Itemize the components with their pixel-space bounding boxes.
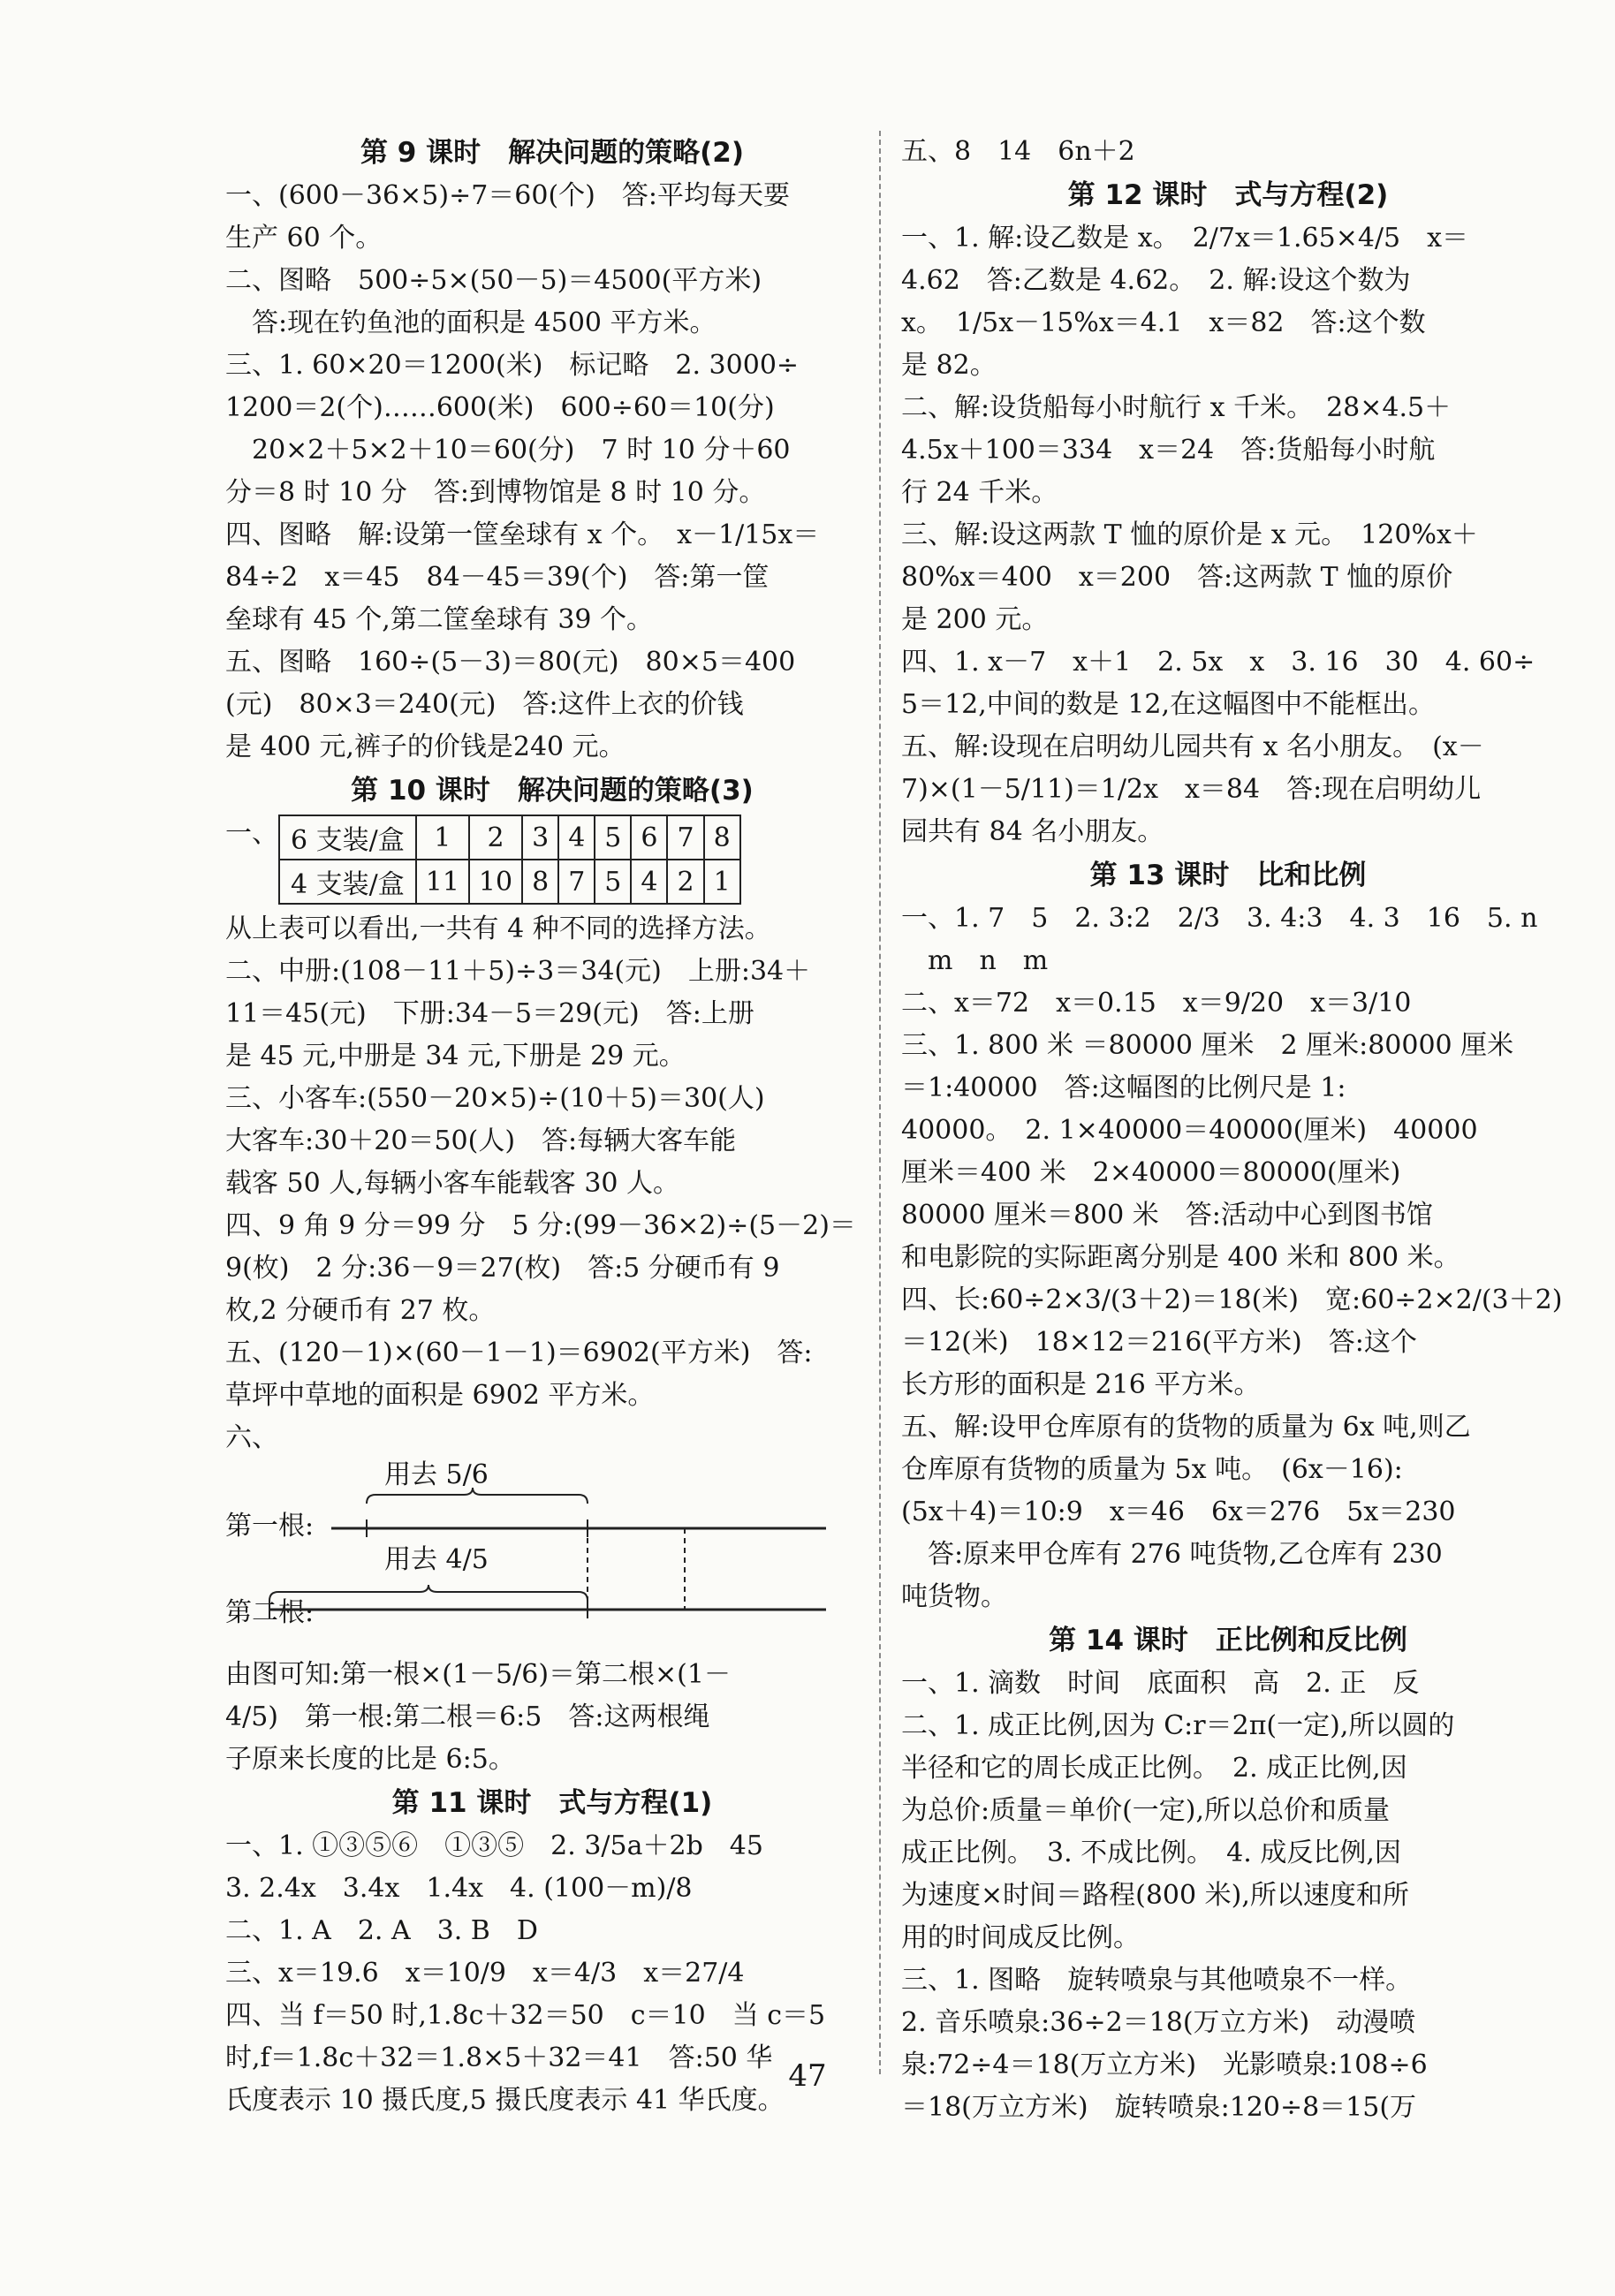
- answer-line: 四、9 角 9 分＝99 分 5 分:(99－36×2)÷(5－2)＝: [225, 1210, 856, 1241]
- answer-line: 二、图略 500÷5×(50－5)＝4500(平方米): [225, 265, 762, 296]
- table-cell: 5: [595, 815, 631, 860]
- table-row: [279, 815, 740, 860]
- table-cell: 11: [416, 860, 469, 904]
- answer-line: ＝18(万立方米) 旋转喷泉:120÷8＝15(万: [901, 2092, 1417, 2123]
- rope-diagram: [225, 1459, 879, 1654]
- answer-line: ＝1:40000 答:这幅图的比例尺是 1:: [901, 1072, 1346, 1103]
- lesson-10-conclusion: [225, 1654, 879, 1781]
- lesson-13-title: 第 13 课时 比和比例: [1089, 860, 1367, 891]
- lesson-12-body: [901, 217, 1555, 853]
- answer-line: 四、当 f＝50 时,1.8c＋32＝50 c＝10 当 c＝5: [225, 2000, 826, 2031]
- answer-line: 二、1. A 2. A 3. B D: [225, 1915, 538, 1946]
- answer-line: 从上表可以看出,一共有 4 种不同的选择方法。: [225, 913, 771, 944]
- table-cell: 7: [558, 860, 595, 904]
- answer-line: 7)×(1－5/11)＝1/2x x＝84 答:现在启明幼儿: [901, 774, 1482, 805]
- answer-line: 9(枚) 2 分:36－9＝27(枚) 答:5 分硬币有 9: [225, 1253, 780, 1284]
- answer-line: 厘米＝400 米 2×40000＝80000(厘米): [901, 1157, 1401, 1188]
- lesson-12-title: 第 12 课时 式与方程(2): [1067, 179, 1389, 211]
- table-cell: 1: [704, 860, 740, 904]
- answer-line: 一、1. ①③⑤⑥ ①③⑤ 2. 3/5a＋2b 45: [225, 1830, 763, 1861]
- answer-line: 三、1. 800 米 ＝80000 厘米 2 厘米:80000 厘米: [901, 1030, 1514, 1061]
- answer-line: 40000。 2. 1×40000＝40000(厘米) 40000: [901, 1115, 1478, 1146]
- answer-line: 一、(600－36×5)÷7＝60(个) 答:平均每天要: [225, 180, 790, 211]
- answer-line: 行 24 千米。: [901, 477, 1058, 508]
- table-label: 一、: [225, 818, 278, 849]
- table-cell: 6: [631, 815, 667, 860]
- table-cell: 8: [522, 860, 558, 904]
- table-cell: 2: [469, 815, 522, 860]
- column-divider: [879, 131, 881, 2074]
- answer-line: 二、x＝72 x＝0.15 x＝9/20 x＝3/10: [901, 988, 1412, 1019]
- answer-line: 答:现在钓鱼池的面积是 4500 平方米。: [225, 307, 717, 338]
- answer-line: 二、1. 成正比例,因为 C:r＝2π(一定),所以圆的: [901, 1710, 1455, 1741]
- answer-line: 是 82。: [901, 350, 997, 381]
- table-row: [279, 860, 740, 904]
- page-number: 47: [788, 2058, 827, 2094]
- answer-line: 生产 60 个。: [225, 223, 383, 254]
- answer-line: 11＝45(元) 下册:34－5＝29(元) 答:上册: [225, 998, 754, 1029]
- answer-line: 三、解:设这两款 T 恤的原价是 x 元。 120%x＋: [901, 519, 1478, 550]
- answer-line: 为总价:质量＝单价(一定),所以总价和质量: [901, 1795, 1391, 1826]
- answer-line: 三、1. 60×20＝1200(米) 标记略 2. 3000÷: [225, 350, 800, 381]
- answer-line: 答:原来甲仓库有 276 吨货物,乙仓库有 230: [901, 1539, 1443, 1570]
- answer-line: 一、1. 解:设乙数是 x。 2/7x＝1.65×4/5 x＝: [901, 223, 1469, 254]
- answer-top-line: 五、8 14 6n＋2: [901, 136, 1135, 167]
- answer-line: 长方形的面积是 216 平方米。: [901, 1369, 1261, 1400]
- answer-line: 2. 音乐喷泉:36÷2＝18(万立方米) 动漫喷: [901, 2007, 1416, 2038]
- diagram-row1-label: 第一根:: [225, 1511, 315, 1542]
- answer-line: 是 400 元,裤子的价钱是240 元。: [225, 731, 626, 762]
- answer-line: 氏度表示 10 摄氏度,5 摄氏度表示 41 华氏度。: [225, 2085, 785, 2116]
- answer-line: 由图可知:第一根×(1－5/6)＝第二根×(1－: [225, 1659, 731, 1690]
- answer-line: 用的时间成反比例。: [901, 1922, 1140, 1953]
- table-cell: 5: [595, 860, 631, 904]
- answer-line: 枚,2 分硬币有 27 枚。: [225, 1295, 496, 1326]
- table-cell: 10: [469, 860, 522, 904]
- lesson-14-title: 第 14 课时 正比例和反比例: [1049, 1625, 1407, 1656]
- answer-line: (元) 80×3＝240(元) 答:这件上衣的价钱: [225, 689, 744, 720]
- lesson-9-body: [225, 175, 879, 769]
- lesson-10-title: 第 10 课时 解决问题的策略(3): [351, 775, 754, 807]
- lesson-13-body: [901, 898, 1563, 1618]
- table-cell: 7: [667, 815, 703, 860]
- lesson-9-title: 第 9 课时 解决问题的策略(2): [360, 137, 745, 169]
- answer-line: 三、x＝19.6 x＝10/9 x＝4/3 x＝27/4: [225, 1958, 745, 1989]
- answer-line: 四、长:60÷2×3/(3＋2)＝18(米) 宽:60÷2×2/(3＋2): [901, 1284, 1563, 1315]
- answer-line: ＝12(米) 18×12＝216(平方米) 答:这个: [901, 1327, 1417, 1358]
- answer-line: 六、: [225, 1422, 278, 1453]
- answer-line: 5＝12,中间的数是 12,在这幅图中不能框出。: [901, 689, 1436, 720]
- diagram-row2-label: 第二根:: [225, 1597, 315, 1628]
- table-cell: 2: [667, 860, 703, 904]
- diagram-label-mid: 用去 4/5: [384, 1544, 489, 1575]
- answer-line: 4.62 答:乙数是 4.62。 2. 解:设这个数为: [901, 265, 1411, 296]
- answer-line: 二、解:设货船每小时航行 x 千米。 28×4.5＋: [901, 392, 1452, 423]
- answer-line: 三、小客车:(550－20×5)÷(10＋5)＝30(人): [225, 1083, 765, 1114]
- lesson-11-title: 第 11 课时 式与方程(1): [391, 1787, 713, 1819]
- diagram-label-top: 用去 5/6: [384, 1459, 489, 1490]
- lesson-10-body: [225, 908, 879, 1459]
- answer-line: 五、解:设甲仓库原有的货物的质量为 6x 吨,则乙: [901, 1412, 1471, 1443]
- table-cell: 8: [704, 815, 740, 860]
- right-column: [901, 131, 1563, 2129]
- answer-line: 吨货物。: [901, 1581, 1007, 1612]
- answer-line: 时,f＝1.8c＋32＝1.8×5＋32＝41 答:50 华: [225, 2042, 773, 2073]
- answer-line: 成正比例。 3. 不成比例。 4. 成反比例,因: [901, 1838, 1401, 1868]
- choice-table: [278, 815, 741, 905]
- answer-line: 20×2＋5×2＋10＝60(分) 7 时 10 分＋60: [225, 435, 791, 466]
- row-header: 4 支装/盒: [279, 860, 416, 904]
- answer-line: 四、1. x－7 x＋1 2. 5x x 3. 16 30 4. 60÷: [901, 647, 1535, 678]
- answer-line: 三、1. 图略 旋转喷泉与其他喷泉不一样。: [901, 1965, 1413, 1996]
- answer-line: 四、图略 解:设第一筐垒球有 x 个。 x－1/15x＝: [225, 519, 820, 550]
- answer-line: 大客车:30＋20＝50(人) 答:每辆大客车能: [225, 1125, 737, 1156]
- answer-line: 84÷2 x＝45 84－45＝39(个) 答:第一筐: [225, 562, 770, 593]
- table-cell: 3: [522, 815, 558, 860]
- answer-line: 4/5) 第一根:第二根＝6:5 答:这两根绳: [225, 1701, 710, 1732]
- answer-line: 是 200 元。: [901, 604, 1049, 635]
- answer-line: 80000 厘米＝800 米 答:活动中心到图书馆: [901, 1200, 1433, 1231]
- answer-line: 园共有 84 名小朋友。: [901, 816, 1164, 847]
- answer-line: 五、图略 160÷(5－3)＝80(元) 80×5＝400: [225, 647, 796, 678]
- answer-line: 4.5x＋100＝334 x＝24 答:货船每小时航: [901, 435, 1436, 466]
- answer-line: 五、(120－1)×(60－1－1)＝6902(平方米) 答:: [225, 1337, 813, 1368]
- answer-line: 和电影院的实际距离分别是 400 米和 800 米。: [901, 1242, 1460, 1273]
- answer-line: 半径和它的周长成正比例。 2. 成正比例,因: [901, 1753, 1407, 1784]
- answer-line: 子原来长度的比是 6:5。: [225, 1744, 515, 1775]
- answer-line: 二、中册:(108－11＋5)÷3＝34(元) 上册:34＋: [225, 956, 811, 987]
- answer-line: 草坪中草地的面积是 6902 平方米。: [225, 1380, 655, 1411]
- answer-line: m n m: [901, 945, 1049, 976]
- left-column: [225, 131, 879, 2122]
- answer-line: 一、1. 7 5 2. 3:2 2/3 3. 4:3 4. 3 16 5. n: [901, 903, 1538, 934]
- answer-line: 3. 2.4x 3.4x 1.4x 4. (100－m)/8: [225, 1873, 693, 1904]
- answer-line: 为速度×时间＝路程(800 米),所以速度和所: [901, 1880, 1409, 1911]
- answer-line: 泉:72÷4＝18(万立方米) 光影喷泉:108÷6: [901, 2050, 1428, 2080]
- answer-line: 垒球有 45 个,第二筐垒球有 39 个。: [225, 604, 654, 635]
- table-cell: 4: [558, 815, 595, 860]
- answer-line: 仓库原有货物的质量为 5x 吨。 (6x－16):: [901, 1454, 1403, 1485]
- answer-line: 1200＝2(个)……600(米) 600÷60＝10(分): [225, 392, 775, 423]
- answer-line: 分＝8 时 10 分 答:到博物馆是 8 时 10 分。: [225, 477, 766, 508]
- answer-line: 是 45 元,中册是 34 元,下册是 29 元。: [225, 1041, 686, 1072]
- answer-line: (5x＋4)＝10:9 x＝46 6x＝276 5x＝230: [901, 1497, 1456, 1527]
- answer-line: 载客 50 人,每辆小客车能载客 30 人。: [225, 1168, 680, 1199]
- answer-line: x。 1/5x－15%x＝4.1 x＝82 答:这个数: [901, 307, 1426, 338]
- table-cell: 1: [416, 815, 469, 860]
- row-header: 6 支装/盒: [279, 815, 416, 860]
- answer-line: 五、解:设现在启明幼儿园共有 x 名小朋友。 (x－: [901, 731, 1484, 762]
- answer-line: 一、1. 滴数 时间 底面积 高 2. 正 反: [901, 1668, 1420, 1699]
- choice-table-block: [225, 813, 879, 908]
- answer-line: 80%x＝400 x＝200 答:这两款 T 恤的原价: [901, 562, 1453, 593]
- table-cell: 4: [631, 860, 667, 904]
- rope-diagram-svg: [225, 1459, 879, 1654]
